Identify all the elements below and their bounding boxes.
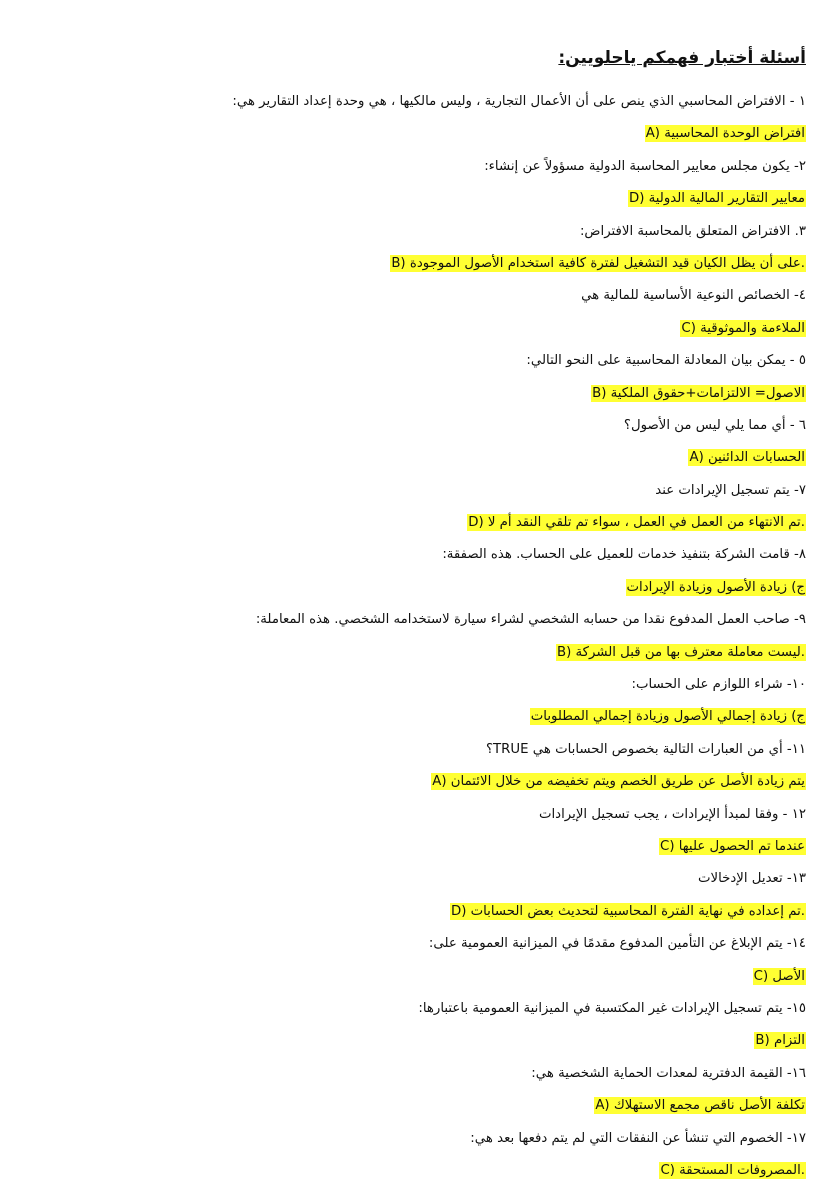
answer-row — [26, 572, 806, 604]
answer-row — [26, 961, 806, 993]
highlighted-answer: D) معايير التقارير المالية الدولية — [629, 191, 805, 207]
highlighted-answer: C) المصروفات المستحقة. — [660, 1162, 805, 1178]
question-text: ١ - الافتراض المحاسبي الذي ينص على أن الأعمال التجارية ، وليس مالكيها ، هي وحدة إعداد التقارير هي: — [232, 94, 806, 109]
answer-row — [26, 1090, 806, 1122]
answer-row — [26, 701, 806, 733]
highlighted-answer: A) الحسابات الدائنين — [689, 450, 805, 466]
question-text: ٨- قامت الشركة بتنفيذ خدمات للعميل على الحساب. هذه الصفقة: — [442, 547, 806, 563]
question-text: ٥ - يمكن بيان المعادلة المحاسبية على النحو التالي: — [526, 353, 806, 369]
question-text: ١١- أي من العبارات التالية بخصوص الحسابات هي TRUE؟ — [485, 741, 806, 757]
highlighted-answer: C) عندما تم الحصول عليها — [660, 838, 805, 854]
question-text: ٣. الافتراض المتعلق بالمحاسبة الافتراض: — [579, 223, 806, 239]
question-text: ١٤- يتم الإبلاغ عن التأمين المدفوع مقدمًا في الميزانية العمومية على: — [428, 936, 806, 952]
highlighted-answer: ج) زيادة إجمالي الأصول وزيادة إجمالي المطلوبات — [530, 709, 805, 725]
answer-row — [26, 507, 806, 539]
question-text: ٢- يكون مجلس معايير المحاسبة الدولية مسؤولاً عن إنشاء: — [484, 158, 806, 174]
highlighted-answer: D) تم الانتهاء من العمل في العمل ، سواء تم تلقي النقد أم لا. — [468, 515, 805, 531]
answer-row — [26, 1155, 806, 1187]
highlighted-answer: C) الملاءمة والموثوقية — [681, 320, 805, 336]
question-list — [26, 86, 806, 1187]
question-text: ١٧- الخصوم التي تنشأ عن النفقات التي لم يتم دفعها بعد هي: — [470, 1130, 806, 1146]
answer-row — [26, 313, 806, 345]
question-text: ١٦- القيمة الدفترية لمعدات الحماية الشخصية هي: — [531, 1065, 806, 1081]
answer-row — [26, 378, 806, 410]
answer-row — [26, 118, 806, 150]
question-text: ٦ - أي مما يلي ليس من الأصول؟ — [623, 417, 806, 433]
highlighted-answer: D) تم إعداده في نهاية الفترة المحاسبية لتحديث بعض الحسابات. — [450, 903, 805, 919]
highlighted-answer: B) على أن يظل الكيان قيد التشغيل لفترة كافية استخدام الأصول الموجودة. — [391, 255, 805, 271]
page-title: أسئلة أختبار فهمكم ياحلويين: — [558, 48, 806, 68]
answer-row — [26, 896, 806, 928]
highlighted-answer: A) يتم زيادة الأصل عن طريق الخصم ويتم تخفيضه من خلال الائتمان — [432, 774, 805, 790]
answer-row — [26, 1025, 806, 1057]
highlighted-answer: C) الأصل — [753, 968, 805, 984]
question-text: ٩- صاحب العمل المدفوع نقدا من حسابه الشخصي لشراء سيارة لاستخدامه الشخصي. هذه المعاملة: — [255, 612, 806, 628]
highlighted-answer: B) ليست معاملة معترف بها من قبل الشركة. — [556, 644, 805, 660]
highlighted-answer: A) تكلفة الأصل ناقص مجمع الاستهلاك — [595, 1098, 805, 1114]
answer-row — [26, 183, 806, 215]
answer-row — [26, 637, 806, 669]
question-text: ٤- الخصائص النوعية الأساسية للمالية هي — [581, 288, 806, 304]
question-text: ١٠- شراء اللوازم على الحساب: — [631, 677, 806, 693]
answer-row — [26, 442, 806, 474]
answer-row — [26, 248, 806, 280]
question-text: ١٢ - وفقا لمبدأ الإيرادات ، يجب تسجيل الإيرادات — [538, 806, 806, 822]
answer-row — [26, 766, 806, 798]
highlighted-answer: B) التزام — [755, 1033, 805, 1049]
question-text: ١٥- يتم تسجيل الإيرادات غير المكتسبة في الميزانية العمومية باعتبارها: — [418, 1000, 806, 1016]
highlighted-answer: ج) زيادة الأصول وزيادة الإيرادات — [626, 579, 805, 595]
highlighted-answer: B) الاصول= الالتزامات+حقوق الملكية — [592, 385, 805, 401]
question-text: ١٣- تعديل الإدخالات — [698, 871, 806, 887]
answer-row — [26, 831, 806, 863]
highlighted-answer: A) افتراض الوحدة المحاسبية — [645, 126, 805, 142]
question-text: ٧- يتم تسجيل الإيرادات عند — [655, 482, 806, 498]
